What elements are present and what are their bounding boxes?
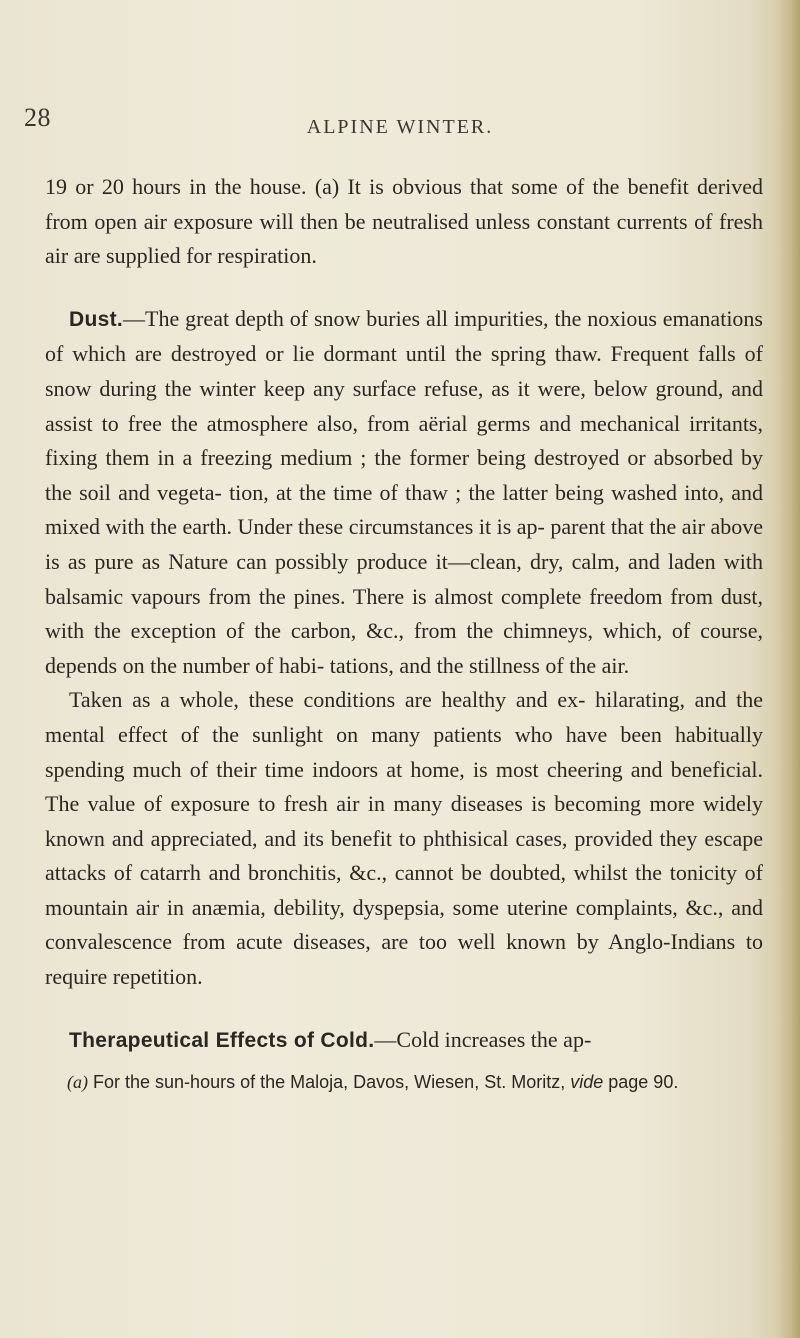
paragraph-continuation: 19 or 20 hours in the house. (a) It is obvious that some of the benefit derived from open air exposure will then be neutralised unless constant currents of fresh air are supplied for respiration. (45, 174, 763, 269)
footnote-vide: vide (570, 1072, 604, 1092)
paragraph-conditions: Taken as a whole, these conditions are healthy and ex- hilarating, and the mental effect of the sunlight on many patients who have been habitually spending much of their time indoors at home, is most cheering and beneficial. The value of exposure to fresh air in many diseases is becoming more widely known and appreciated, and its benefit to phthisical cases, provided they escape attacks of catarrh and bronchitis, &c., cannot be doubted, whilst the tonicity of mountain air in anæmia, debility, dyspepsia, some uterine complaints, &c., and convalescence from acute diseases, are too well known by Anglo-Indians to require repetition. (45, 687, 763, 990)
paragraph-dust (45, 302, 763, 684)
paragraph-therapeutical-text: Cold increases the ap- (396, 1026, 592, 1052)
footnote-marker: (a) (67, 1072, 88, 1092)
footnote-page-ref: page 90. (608, 1072, 679, 1092)
running-head: ALPINE WINTER. (306, 116, 494, 138)
body-text (45, 170, 763, 1058)
footnote-line (45, 1067, 763, 1097)
paragraph-dust-text: The great depth of snow buries all impurities, the noxious emanations of which are destroyed or lie dormant until the spring thaw. Frequent falls of snow during the winter keep any surface refuse, as it were, below ground, and assist to free the atmosphere also, from aërial germs and mechanical irritants, fixing them in a freezing medium ; the former being destroyed or absorbed by the soil and vegeta- tion, at the time of thaw ; the latter being washed into, and mixed with the earth. Under these circumstances it is ap- parent that the air above is as pure as Nature can possibly produce it—clean, dry, calm, and laden with balsamic vapours from the pines. There is almost complete freedom from dust, with the exception of the carbon, &c., from the chimneys, which, of course, depends on the number of habi- tations, and the stillness of the air. (45, 305, 763, 678)
paragraph-therapeutical (45, 1023, 763, 1059)
footnote (45, 1067, 763, 1097)
heading-dash: — (123, 305, 145, 331)
section-heading-therapeutical: Therapeutical Effects of Cold. (69, 1028, 375, 1052)
footnote-text: For the sun-hours of the Maloja, Davos, Wiesen, St. Moritz, (93, 1072, 566, 1092)
section-heading-dust: Dust. (69, 307, 123, 331)
page-edge-shadow (778, 0, 800, 1338)
page-number: 28 (24, 103, 51, 132)
heading-dash: — (374, 1026, 397, 1052)
